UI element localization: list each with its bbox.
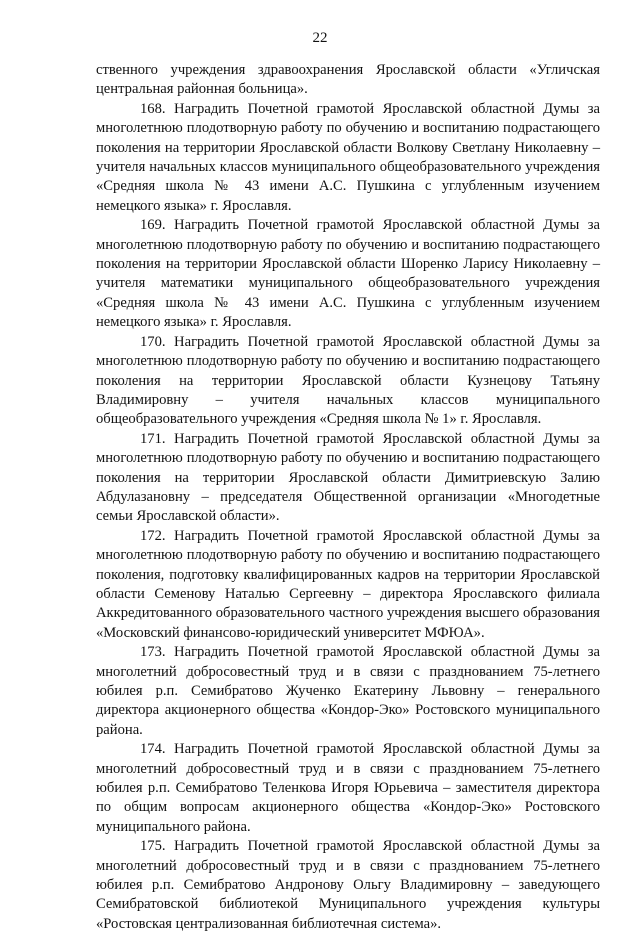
paragraph-item-168: 168. Наградить Почетной грамотой Ярославской областной Думы за многолетнюю плодотворную работу по обучению и воспитанию подрастающего поколения на территории Ярославской области Волкову Светлану Николаевну – учителя начальных классов муниципального общеобразовательного учреждения «Средняя школа № 43 имени А.С. Пушкина с углубленным изучением немецкого языка» г. Ярославля.: [96, 100, 600, 214]
paragraph-item-169: 169. Наградить Почетной грамотой Ярославской областной Думы за многолетнюю плодотворную работу по обучению и воспитанию подрастающего поколения на территории Ярославской области Шоренко Ларису Николаевну – учителя математики муниципального общеобразовательного учреждения «Средняя школа № 43 имени А.С. Пушкина с углубленным изучением немецкого языка» г. Ярославля.: [96, 217, 600, 331]
paragraph-item-173: 173. Наградить Почетной грамотой Ярославской областной Думы за многолетний добросовестный труд и в связи с празднованием 75-летнего юбилея р.п. Семибратово Жученко Екатерину Львовну – генерального директора акционерного общества «Кондор-Эко» Ростовского муниципального района.: [96, 644, 600, 738]
paragraph-continuation: ственного учреждения здравоохранения Ярославской области «Угличская центральная районная больница».: [96, 62, 600, 98]
paragraph-item-174: 174. Наградить Почетной грамотой Ярославской областной Думы за многолетний добросовестный труд и в связи с празднованием 75-летнего юбилея р.п. Семибратово Теленкова Игоря Юрьевича – заместителя директора по общим вопросам акционерного общества «Кондор-Эко» Ростовского муниципального района.: [96, 741, 600, 835]
document-body: [96, 61, 600, 934]
paragraph-item-171: 171. Наградить Почетной грамотой Ярославской областной Думы за многолетнюю плодотворную работу по обучению и воспитанию подрастающего поколения на территории Ярославской области Димитриевскую Залию Абдулазановну – председателя Общественной организации «Многодетные семьи Ярославской области».: [96, 430, 600, 525]
paragraph-item-172: 172. Наградить Почетной грамотой Ярославской областной Думы за многолетнюю плодотворную работу по обучению и воспитанию подрастающего поколения, подготовку квалифицированных кадров на территории Ярославской области Семенову Наталью Сергеевну – директора Ярославского филиала Аккредитованного образовательного частного учреждения высшего образования «Московский финансово-юридический университет МФЮА».: [96, 527, 600, 641]
page-number: 22: [312, 30, 328, 46]
paragraph-item-170: 170. Наградить Почетной грамотой Ярославской областной Думы за многолетнюю плодотворную работу по обучению и воспитанию подрастающего поколения на территории Ярославской области Кузнецову Татьяну Владимировну – учителя начальных классов муниципального общеобразовательного учреждения «Средняя школа № 1» г. Ярославля.: [96, 333, 600, 428]
paragraph-item-175: 175. Наградить Почетной грамотой Ярославской областной Думы за многолетний добросовестный труд и в связи с празднованием 75-летнего юбилея р.п. Семибратово Андронову Ольгу Владимировну – заведующего Семибратовской библиотекой Муниципального учреждения культуры «Ростовская централизованная библиотечная система».: [96, 838, 600, 932]
